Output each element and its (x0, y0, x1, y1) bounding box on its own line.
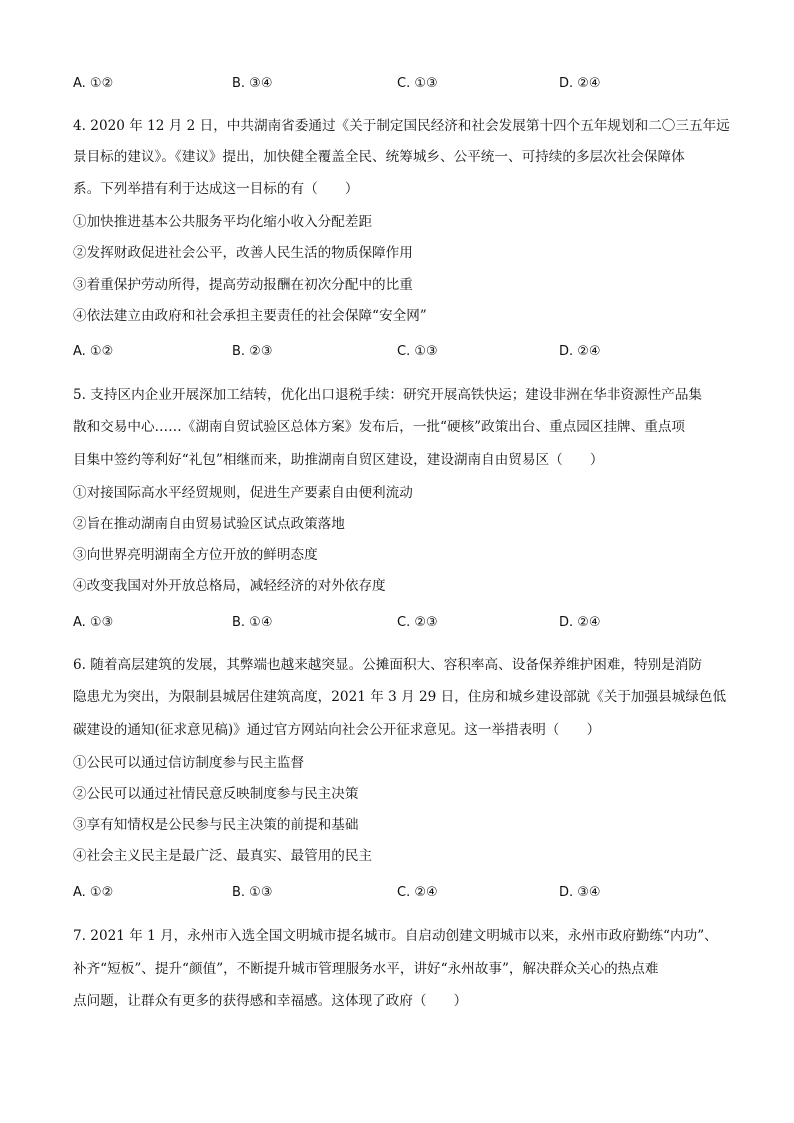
q5-statement-1: ①对接国际高水平经贸规则，促进生产要素自由便利流动 (73, 485, 413, 501)
q4-statement-2: ②发挥财政促进社会公平，改善人民生活的物质保障作用 (73, 245, 413, 261)
q5-statement-2: ②旨在推动湖南自由贸易试验区试点政策落地 (73, 516, 345, 532)
q3-options (73, 75, 733, 93)
q5-option-d[interactable]: D. ②④ (559, 615, 601, 630)
q7-stem-line-1: 7. 2021 年 1 月，永州市入选全国文明城市提名城市。自启动创建文明城市以来，永州市政府勤练“内功”、 (73, 928, 718, 944)
q7-stem-line-3: 点问题，让群众有更多的获得感和幸福感。这体现了政府（ ） (73, 993, 468, 1009)
q5-option-b[interactable]: B. ①④ (232, 615, 273, 630)
q6-option-c[interactable]: C. ②④ (397, 885, 438, 900)
q5-stem-line-1: 5. 支持区内企业开展深加工结转，优化出口退税手续：研究开展高铁快运；建设非洲在华非资源性产品集 (73, 387, 703, 403)
q3-option-d[interactable]: D. ②④ (559, 76, 601, 91)
q6-statement-4: ④社会主义民主是最广泛、最真实、最管用的民主 (73, 848, 373, 864)
q4-statement-1: ①加快推进基本公共服务平均化缩小收入分配差距 (73, 214, 373, 230)
q6-option-a[interactable]: A. ①② (73, 885, 114, 900)
q6-option-b[interactable]: B. ①③ (232, 885, 273, 900)
q4-stem-line-1: 4. 2020 年 12 月 2 日，中共湖南省委通过《关于制定国民经济和社会发展第十四个五年规划和二〇三五年远 (73, 118, 730, 134)
q4-options (73, 343, 733, 361)
q4-stem-line-2: 景目标的建议》。《建议》提出，加快健全覆盖全民、统筹城乡、公平统一、可持续的多层次社会保障体 (73, 149, 685, 165)
q3-option-a[interactable]: A. ①② (73, 76, 114, 91)
q6-option-d[interactable]: D. ③④ (559, 885, 601, 900)
q5-statement-3: ③向世界亮明湖南全方位开放的鲜明态度 (73, 547, 318, 563)
q5-stem-line-2: 散和交易中心……《湖南自贸试验区总体方案》发布后，一批“硬核”政策出台、重点园区挂牌、重点项 (73, 419, 686, 435)
q6-stem-line-1: 6. 随着高层建筑的发展，其弊端也越来越突显。公摊面积大、容积率高、设备保养维护困难，特别是消防 (73, 657, 703, 673)
q4-statement-4: ④依法建立由政府和社会承担主要责任的社会保障“安全网” (73, 308, 427, 324)
q4-stem-line-3: 系。下列举措有利于达成这一目标的有（ ） (73, 181, 359, 197)
q4-option-b[interactable]: B. ②③ (232, 344, 273, 359)
q5-options (73, 614, 733, 632)
q4-option-a[interactable]: A. ①② (73, 344, 114, 359)
q4-option-d[interactable]: D. ②④ (559, 344, 601, 359)
q6-stem-line-3: 碳建设的通知(征求意见稿)》通过官方网站向社会公开征求意见。这一举措表明（ ） (73, 722, 601, 738)
q6-statement-3: ③享有知情权是公民参与民主决策的前提和基础 (73, 817, 359, 833)
q5-option-a[interactable]: A. ①③ (73, 615, 114, 630)
q6-options (73, 884, 733, 902)
q7-stem-line-2: 补齐“短板”、提升“颜值”，不断提升城市管理服务水平，讲好“永州故事”，解决群众关心的热点难 (73, 961, 659, 977)
q6-statement-2: ②公民可以通过社情民意反映制度参与民主决策 (73, 786, 359, 802)
q3-option-b[interactable]: B. ③④ (232, 76, 273, 91)
q6-stem-line-2: 隐患尤为突出，为限制县城居住建筑高度，2021 年 3 月 29 日，住房和城乡建设部就《关于加强县城绿色低 (73, 689, 727, 705)
q5-stem-line-3: 目集中签约等利好“礼包”相继而来，助推湖南自贸区建设，建设湖南自由贸易区（ ） (73, 452, 604, 468)
q6-statement-1: ①公民可以通过信访制度参与民主监督 (73, 755, 305, 771)
q5-statement-4: ④改变我国对外开放总格局，减轻经济的对外依存度 (73, 578, 386, 594)
q3-option-c[interactable]: C. ①③ (397, 76, 438, 91)
q4-statement-3: ③着重保护劳动所得，提高劳动报酬在初次分配中的比重 (73, 277, 413, 293)
q5-option-c[interactable]: C. ②③ (397, 615, 438, 630)
q4-option-c[interactable]: C. ①③ (397, 344, 438, 359)
